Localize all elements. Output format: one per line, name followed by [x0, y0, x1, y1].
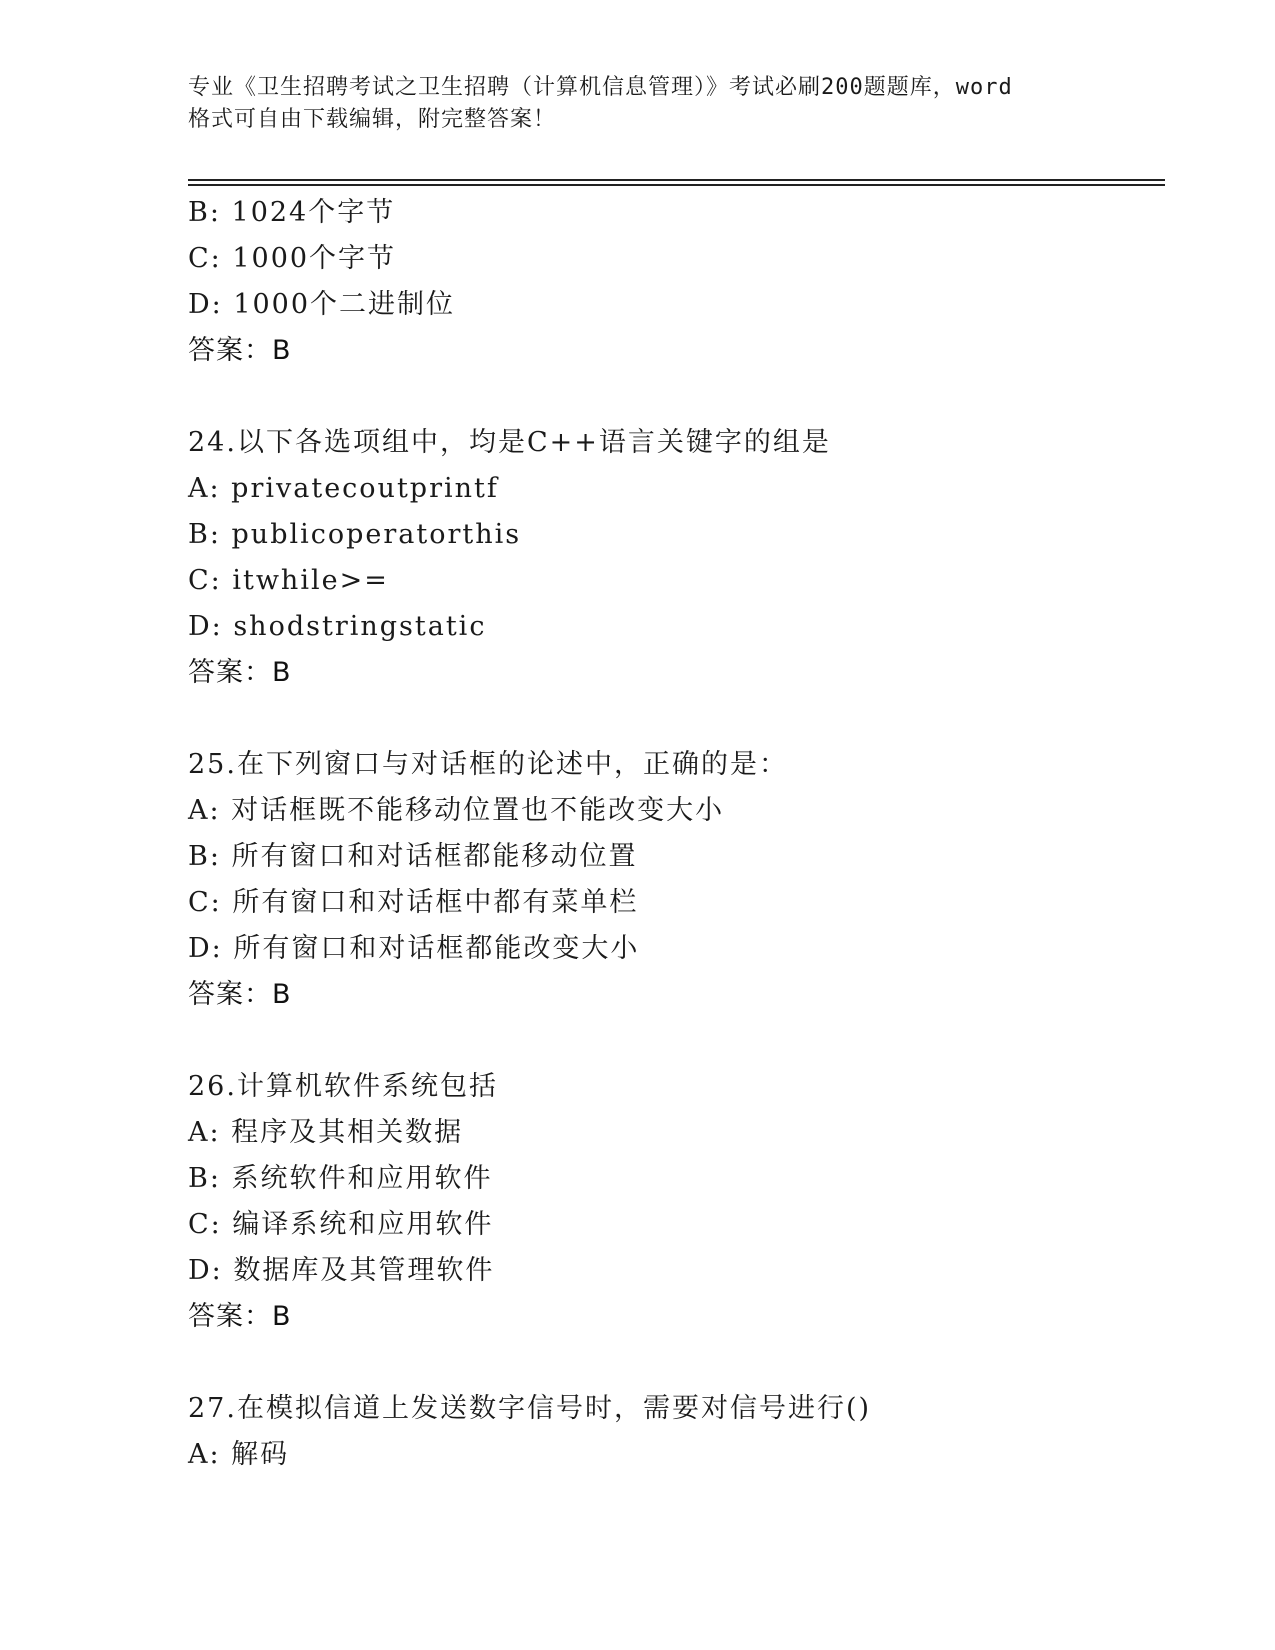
- option-a: A: privatecoutprintf: [188, 473, 499, 504]
- document-header: [188, 72, 1118, 136]
- option-c: C: itwhile>=: [188, 565, 389, 596]
- option-a: A: 对话框既不能移动位置也不能改变大小: [188, 795, 725, 826]
- spacer: [188, 696, 1168, 742]
- option-b: B: 1024个字节: [188, 197, 396, 228]
- answer-line: 答案：B: [188, 1301, 292, 1332]
- question-block-27: [188, 1386, 1168, 1478]
- header-line-2: 格式可自由下载编辑，附完整答案！: [188, 107, 557, 132]
- header-rule-top: [188, 179, 1165, 181]
- question-block-23: [188, 190, 1168, 374]
- spacer: [188, 374, 1168, 420]
- option-c: C: 1000个字节: [188, 243, 397, 274]
- answer-line: 答案：B: [188, 657, 292, 688]
- header-line-1: 专业《卫生招聘考试之卫生招聘（计算机信息管理）》考试必刷200题题库，word: [188, 75, 1013, 100]
- question-block-26: [188, 1064, 1168, 1340]
- question-stem: 27.在模拟信道上发送数字信号时，需要对信号进行(): [188, 1393, 872, 1424]
- option-b: B: 所有窗口和对话框都能移动位置: [188, 841, 638, 872]
- option-c: C: 所有窗口和对话框中都有菜单栏: [188, 887, 639, 918]
- answer-line: 答案：B: [188, 335, 292, 366]
- option-d: D: 数据库及其管理软件: [188, 1255, 495, 1286]
- option-b: B: publicoperatorthis: [188, 519, 522, 550]
- question-block-24: [188, 420, 1168, 696]
- option-b: B: 系统软件和应用软件: [188, 1163, 493, 1194]
- spacer: [188, 1018, 1168, 1064]
- question-block-25: [188, 742, 1168, 1018]
- answer-line: 答案：B: [188, 979, 292, 1010]
- spacer: [188, 1340, 1168, 1386]
- header-rule-bottom: [188, 184, 1165, 186]
- option-c: C: 编译系统和应用软件: [188, 1209, 494, 1240]
- question-list: [188, 190, 1168, 1478]
- question-stem: 26.计算机软件系统包括: [188, 1071, 498, 1102]
- option-d: D: 1000个二进制位: [188, 289, 456, 320]
- question-stem: 24.以下各选项组中，均是C++语言关键字的组是: [188, 427, 831, 458]
- option-d: D: 所有窗口和对话框都能改变大小: [188, 933, 640, 964]
- question-stem: 25.在下列窗口与对话框的论述中，正确的是：: [188, 749, 788, 780]
- option-a: A: 解码: [188, 1439, 290, 1470]
- option-a: A: 程序及其相关数据: [188, 1117, 464, 1148]
- option-d: D: shodstringstatic: [188, 611, 487, 642]
